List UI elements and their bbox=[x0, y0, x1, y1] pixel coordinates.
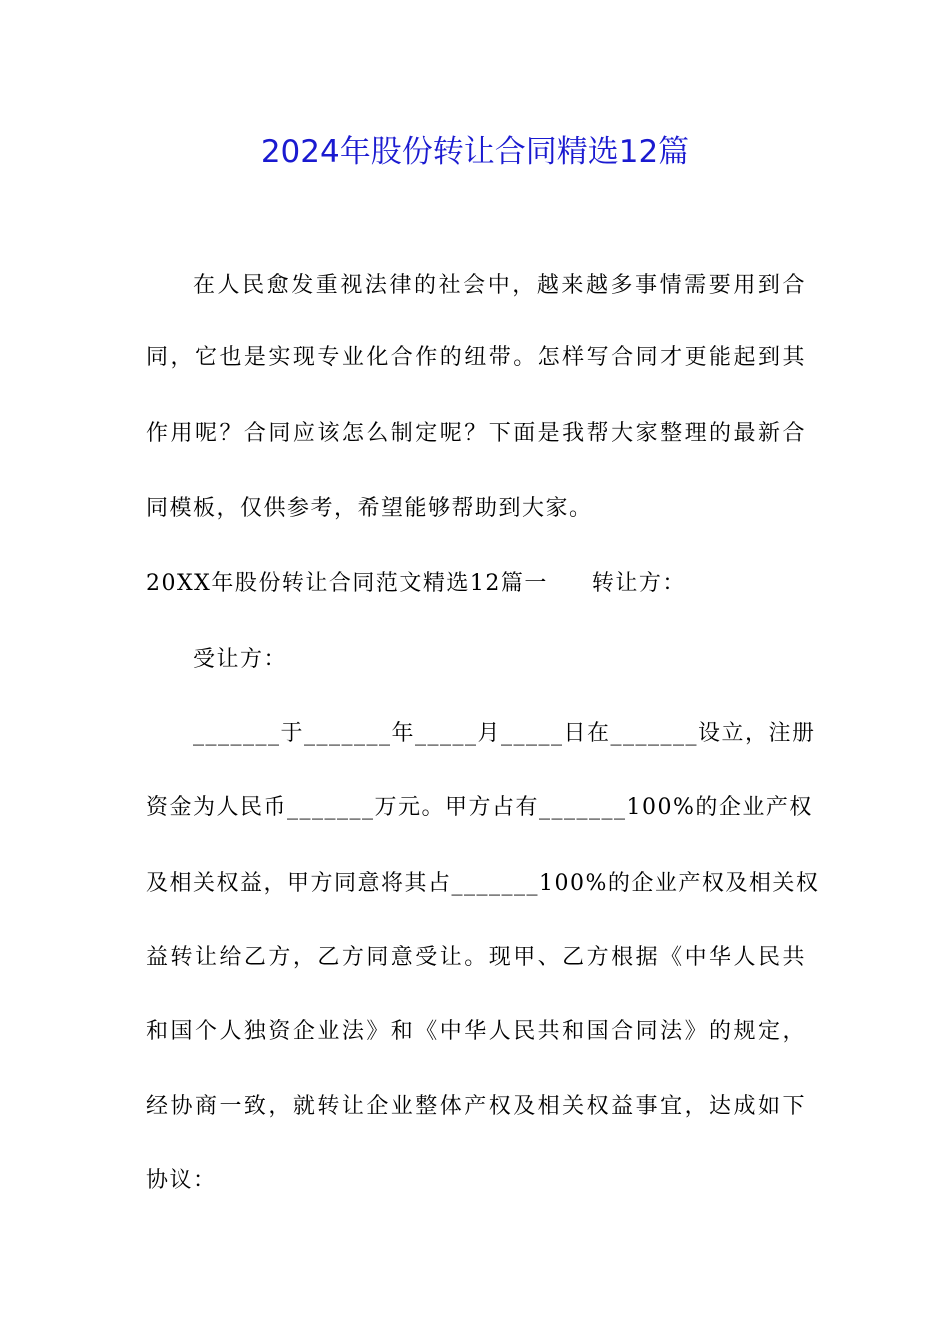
body-line-7: 协议： bbox=[146, 1168, 217, 1193]
document-title: 2024年股份转让合同精选12篇 bbox=[260, 134, 690, 170]
body-line-2: 资金为人民币_______万元。甲方占有_______100%的企业产权 bbox=[146, 795, 813, 820]
section-heading: 20XX年股份转让合同范文精选12篇一 bbox=[146, 571, 548, 596]
intro-line-4: 同模板，仅供参考，希望能够帮助到大家。 bbox=[146, 496, 593, 521]
body-line-3: 及相关权益，甲方同意将其占_______100%的企业产权及相关权 bbox=[146, 871, 820, 896]
intro-line-1: 在人民愈发重视法律的社会中，越来越多事情需要用到合 bbox=[193, 273, 806, 298]
intro-line-3: 作用呢？合同应该怎么制定呢？下面是我帮大家整理的最新合 bbox=[146, 421, 806, 446]
body-line-5: 和国个人独资企业法》和《中华人民共和国合同法》的规定， bbox=[146, 1019, 806, 1044]
transferee-label: 受让方： bbox=[193, 647, 288, 672]
body-line-6: 经协商一致，就转让企业整体产权及相关权益事宜，达成如下 bbox=[146, 1094, 806, 1119]
body-line-4: 益转让给乙方，乙方同意受让。现甲、乙方根据《中华人民共 bbox=[146, 945, 806, 970]
body-line-1: _______于_______年_____月_____日在_______设立，注册 bbox=[193, 721, 816, 746]
intro-line-2: 同，它也是实现专业化合作的纽带。怎样写合同才更能起到其 bbox=[146, 345, 806, 370]
transferor-label: 转让方： bbox=[591, 571, 686, 596]
section-heading-line bbox=[146, 569, 806, 599]
